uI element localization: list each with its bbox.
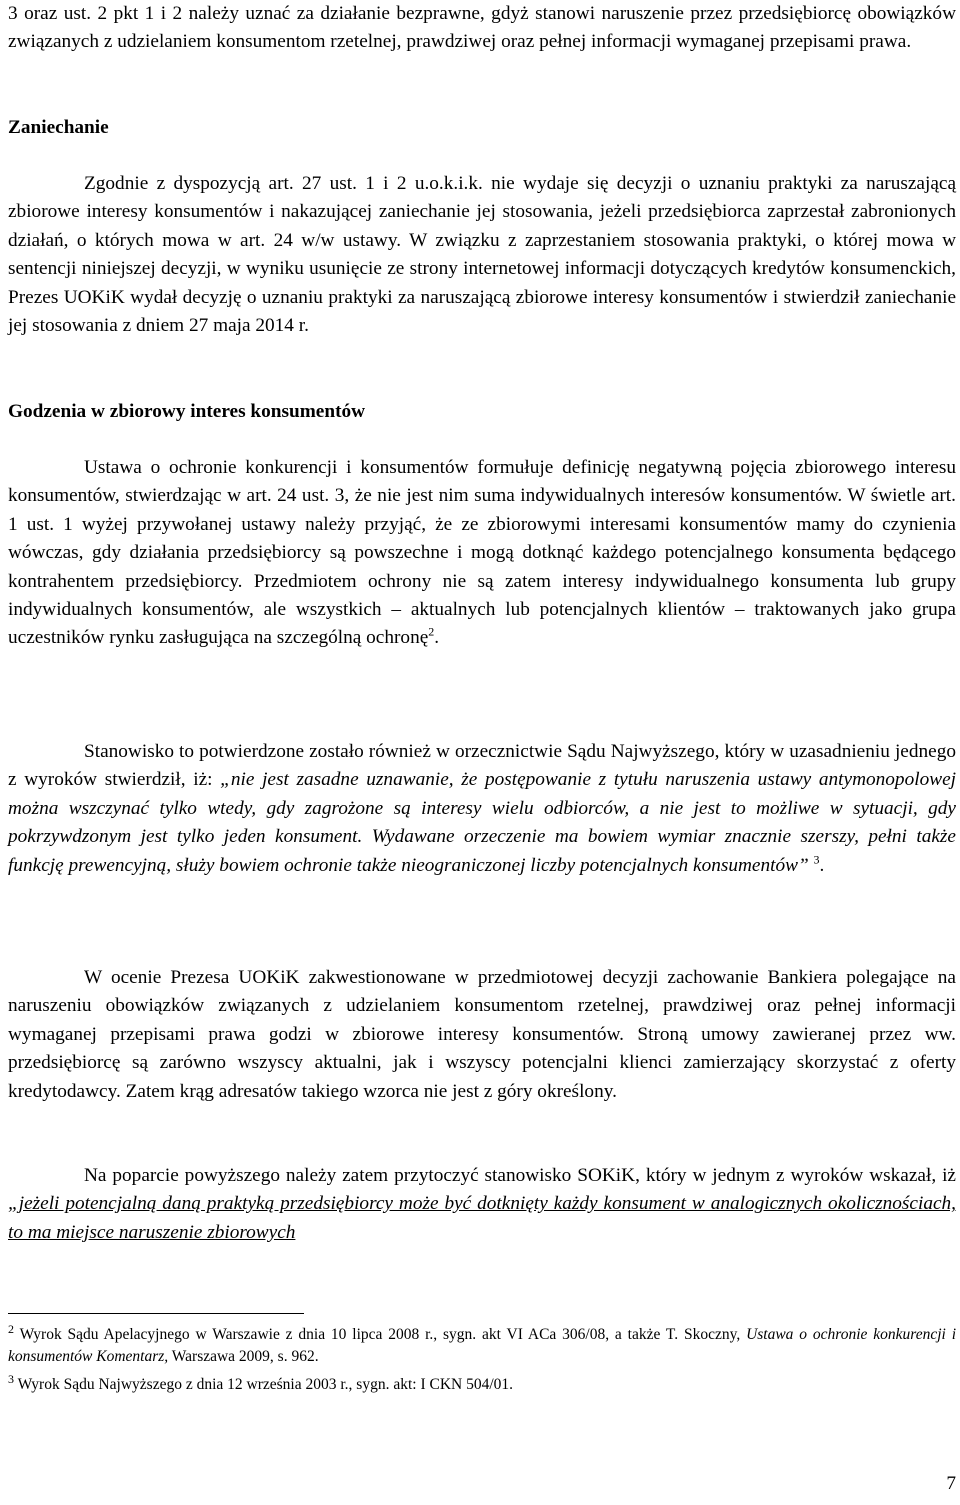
footnote-text: Wyrok Sądu Apelacyjnego w Warszawie z dnia 10 lipca 2008 r., sygn. akt VI ACa 306/08, a także T. Skoczny, [19, 1326, 741, 1343]
paragraph-end: . [434, 627, 440, 649]
footnote-text: Wyrok Sądu Najwyższego z dnia 12 września 2003 r., sygn. akt: I CKN 504/01. [17, 1376, 514, 1393]
footnote-separator [8, 1313, 304, 1314]
footnote-number: 2 [8, 1321, 14, 1336]
section-2-paragraph-2 [8, 738, 956, 880]
footnote-ref-3: 3 [813, 852, 820, 867]
footnote-italic-title: Ustawa o ochronie konkurencji i konsumentów Komentarz, [8, 1326, 956, 1365]
footnote-3 [8, 1371, 956, 1396]
section-1-paragraph: Zgodnie z dyspozycją art. 27 ust. 1 i 2 u.o.k.i.k. nie wydaje się decyzji o uznaniu praktyki za naruszającą zbiorowe interesy konsumentów i nakazującej zaniechanie jej stosowania, jeżeli przedsiębiorca zaprzestał zabronionych działań, o których mowa w art. 24 w/w ustawy. W związku z zaprzestaniem stosowania praktyki, o której mowa w sentencji niniejszej decyzji, w wyniku usunięcie ze strony internetowej informacji dotyczących kredytów konsumenckich, Prezes UOKiK wydał decyzję o uznaniu praktyki za naruszającą zbiorowe interesy konsumentów i stwierdził zaniechanie jej stosowania z dniem 27 maja 2014 r. [8, 173, 956, 337]
intro-paragraph: 3 oraz ust. 2 pkt 1 i 2 należy uznać za działanie bezprawne, gdyż stanowi naruszenie przez przedsiębiorcę obowiązków związanych z udzielaniem konsumentom rzetelnej, prawdziwej oraz pełnej informacji wymaganej przepisami prawa. [8, 3, 956, 53]
footnote-number: 3 [8, 1371, 14, 1386]
footnote-ref-2: 2 [428, 625, 435, 640]
section-heading-zaniechanie: Zaniechanie [8, 117, 109, 138]
footnote-2 [8, 1321, 956, 1368]
supreme-court-quote: „nie jest zasadne uznawanie, że postępowanie z tytułu naruszenia ustawy antymonopolowej można wszczynać tylko wtedy, gdy zagrożone są interesy wielu odbiorców, a nie jest to możliwe w sytuacji, gdy pokrzywdzonym jest tylko jeden konsument. Wydawane orzeczenie ma bowiem wymiar znacznie szerszy, pełni także funkcję prewencyjną, służy bowiem ochronie także nieograniczonej liczby potencjalnych konsumentów” [8, 769, 956, 876]
paragraph-text: Stanowisko to potwierdzone zostało również w orzecznictwie Sądu Najwyższego, który w uzasadnieniu jednego z wyroków stwierdził, iż: [8, 741, 956, 791]
section-2-paragraph-4 [8, 1162, 956, 1247]
section-2-paragraph-1 [8, 454, 956, 653]
page-number: 7 [946, 1473, 956, 1494]
paragraph-end: . [819, 854, 825, 876]
paragraph-text: Ustawa o ochronie konkurencji i konsumentów formułuje definicję negatywną pojęcia zbiorowego interesu konsumentów, stwierdzając w art. 24 ust. 3, że nie jest nim suma indywidualnych interesów konsumentów. W świetle art. 1 ust. 1 wyżej przywołanej ustawy należy przyjąć, że ze zbiorowymi interesami konsumentów mamy do czynienia wówczas, gdy działania przedsiębiorcy są powszechne i mogą dotknąć każdego potencjalnego konsumenta będącego kontrahentem przedsiębiorcy. Przedmiotem ochrony nie są zatem interesy indywidualnego konsumenta lub grupy indywidualnych konsumentów, ale wszystkich – aktualnych lub potencjalnych klientów – traktowanych jako grupa uczestników rynku zasługująca na szczególną ochronę [8, 457, 956, 649]
section-2-paragraph-3: W ocenie Prezesa UOKiK zakwestionowane w przedmiotowej decyzji zachowanie Bankiera polegające na naruszeniu obowiązków związanych z udzielaniem konsumentom rzetelnej, prawdziwej oraz pełnej informacji wymaganej przepisami prawa godzi w zbiorowe interesy konsumentów. Stroną umowy zawieranej przez ww. przedsiębiorcę są zarówno wszyscy aktualni, jak i wszyscy potencjalni klienci zamierzający skorzystać z oferty kredytodawcy. Zatem krąg adresatów takiego wzorca nie jest z góry określony. [8, 967, 956, 1102]
section-heading-zbiorowy-interes: Godzenia w zbiorowy interes konsumentów [8, 401, 366, 422]
paragraph-text: Na poparcie powyższego należy zatem przytoczyć stanowisko SOKiK, który w jednym z wyroków wskazał, iż [84, 1165, 956, 1186]
sokik-quote: „jeżeli potencjalną daną praktyką przedsiębiorcy może być dotknięty każdy konsument w analogicznych okolicznościach, to ma miejsce naruszenie zbiorowych [8, 1193, 956, 1243]
footnote-tail: Warszawa 2009, s. 962. [168, 1348, 319, 1365]
